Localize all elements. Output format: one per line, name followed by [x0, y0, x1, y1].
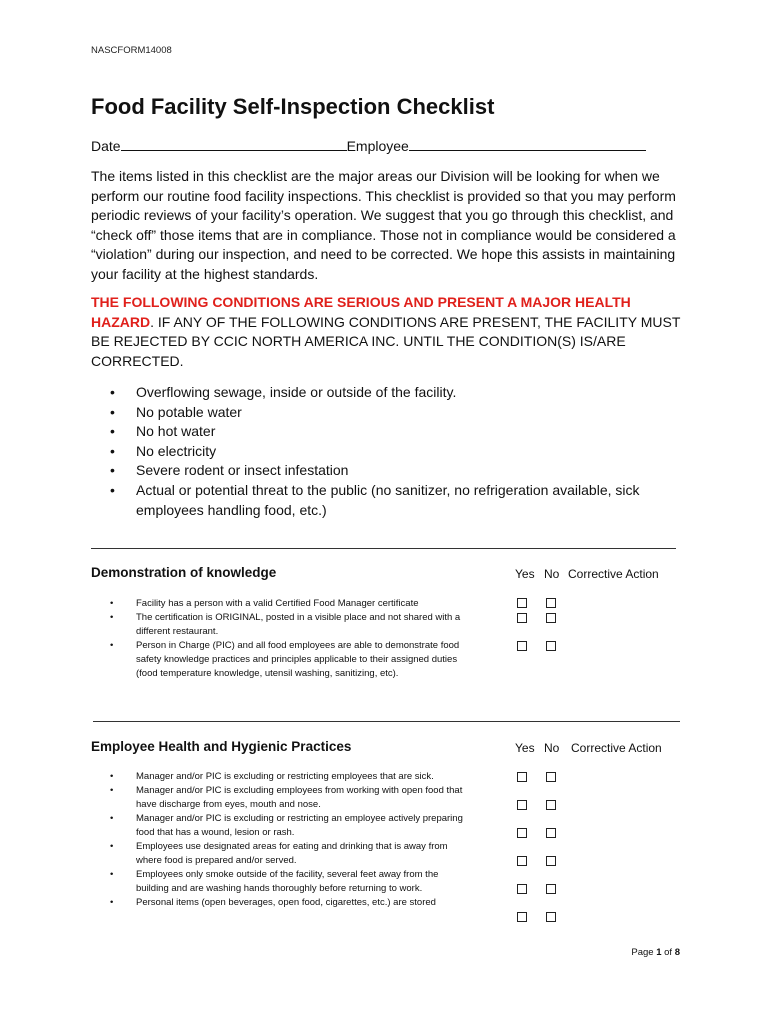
bullet-icon: • — [110, 384, 115, 400]
bullet-icon: • — [110, 640, 114, 651]
bullet-icon: • — [110, 813, 114, 824]
no-checkbox[interactable] — [546, 884, 556, 894]
section-title-employee-health: Employee Health and Hygienic Practices — [91, 739, 352, 754]
list-item: • No hot water — [110, 422, 670, 442]
list-item: • Facility has a person with a valid Certified Food Manager certificate — [110, 598, 419, 609]
page-footer: Page 1 of 8 — [631, 947, 680, 958]
bullet-icon: • — [110, 841, 114, 852]
bullet-icon: • — [110, 598, 114, 609]
date-label: Date — [91, 138, 121, 154]
hazard-warning — [91, 293, 691, 371]
column-header-corrective-action: Corrective Action — [571, 741, 662, 755]
yes-checkbox[interactable] — [517, 828, 527, 838]
no-checkbox[interactable] — [546, 598, 556, 608]
no-checkbox[interactable] — [546, 856, 556, 866]
section-title-knowledge: Demonstration of knowledge — [91, 565, 277, 580]
hazard-warning-red: THE FOLLOWING CONDITIONS ARE SERIOUS AND PRESENT A MAJOR HEALTH HAZARD — [91, 294, 631, 330]
section-divider — [93, 721, 680, 722]
yes-checkbox[interactable] — [517, 772, 527, 782]
list-item: • Employees use designated areas for eating and drinking that is away from where food is prepared and/or served. — [110, 841, 448, 866]
yes-checkbox[interactable] — [517, 598, 527, 608]
list-item: • No electricity — [110, 442, 670, 462]
current-page-number: 1 — [656, 947, 662, 958]
no-checkbox[interactable] — [546, 772, 556, 782]
yes-checkbox[interactable] — [517, 800, 527, 810]
bullet-icon: • — [110, 442, 115, 459]
bullet-icon: • — [110, 897, 114, 908]
column-header-corrective-action: Corrective Action — [568, 567, 659, 581]
list-item: • Overflowing sewage, inside or outside of the facility. — [110, 383, 670, 403]
no-checkbox[interactable] — [546, 641, 556, 651]
list-item: • No potable water — [110, 403, 670, 423]
list-item: • Manager and/or PIC is excluding employees from working with open food that have discharge from eyes, mouth and nose. — [110, 785, 463, 810]
no-checkbox[interactable] — [546, 613, 556, 623]
yes-checkbox[interactable] — [517, 856, 527, 866]
list-item: • Person in Charge (PIC) and all food employees are able to demonstrate food safety knowledge practices and principles applicable to their assigned duties (food temperature knowledge, utensil washing, sanitizing, etc). — [110, 640, 460, 679]
column-header-yes: Yes — [515, 741, 535, 755]
column-header-no: No — [544, 567, 560, 581]
bullet-icon: • — [110, 869, 114, 880]
bullet-icon: • — [110, 785, 114, 796]
yes-checkbox[interactable] — [517, 613, 527, 623]
employee-health-list — [110, 770, 470, 910]
no-checkbox[interactable] — [546, 800, 556, 810]
no-checkbox[interactable] — [546, 912, 556, 922]
list-item: • Personal items (open beverages, open food, cigarettes, etc.) are stored — [110, 897, 436, 908]
bullet-icon: • — [110, 481, 115, 498]
bullet-icon: • — [110, 771, 114, 782]
yes-checkbox[interactable] — [517, 884, 527, 894]
list-item: • Manager and/or PIC is excluding or restricting an employee actively preparing food that has a wound, lesion or rash. — [110, 813, 463, 838]
intro-paragraph: The items listed in this checklist are the major areas our Division will be looking for when we perform our routine food facility inspections. This checklist is provided so that you may perform periodic reviews of your facility’s operation. We suggest that you go through this checklist, and “check off” those items that are in compliance. Those not in compliance would be considered a “violation” during our inspection, and need to be corrected. We hope this assists in maintaining your facility at the highest standards. — [91, 168, 676, 282]
column-header-no: No — [544, 741, 560, 755]
list-item: • Severe rodent or insect infestation — [110, 461, 670, 481]
hazard-warning-body: . IF ANY OF THE FOLLOWING CONDITIONS ARE PRESENT, THE FACILITY MUST BE REJECTED BY CCIC NORTH AMERICA INC. UNTIL THE CONDITION(S) IS/ARE CORRECTED. — [91, 313, 681, 369]
date-field[interactable] — [121, 138, 347, 151]
list-item: • Employees only smoke outside of the facility, several feet away from the building and are washing hands thoroughly before returning to work. — [110, 869, 439, 894]
column-header-yes: Yes — [515, 567, 535, 581]
yes-checkbox[interactable] — [517, 912, 527, 922]
bullet-icon: • — [110, 423, 115, 440]
bullet-icon: • — [110, 462, 115, 479]
form-number: NASCFORM14008 — [91, 45, 172, 56]
section-divider — [91, 548, 676, 549]
knowledge-list — [110, 597, 470, 681]
yes-checkbox[interactable] — [517, 641, 527, 651]
list-item: • Manager and/or PIC is excluding or restricting employees that are sick. — [110, 771, 434, 782]
hazard-list — [110, 383, 670, 520]
total-pages-number: 8 — [674, 947, 680, 958]
bullet-icon: • — [110, 403, 115, 420]
no-checkbox[interactable] — [546, 828, 556, 838]
employee-field[interactable] — [409, 138, 646, 151]
list-item: • Actual or potential threat to the public (no sanitizer, no refrigeration available, sick employees handling food, etc.) — [110, 481, 640, 518]
date-employee-line — [91, 138, 646, 154]
employee-label: Employee — [346, 138, 409, 154]
page-title: Food Facility Self-Inspection Checklist — [91, 94, 495, 119]
bullet-icon: • — [110, 612, 114, 623]
list-item: • The certification is ORIGINAL, posted in a visible place and not shared with a different restaurant. — [110, 612, 461, 637]
